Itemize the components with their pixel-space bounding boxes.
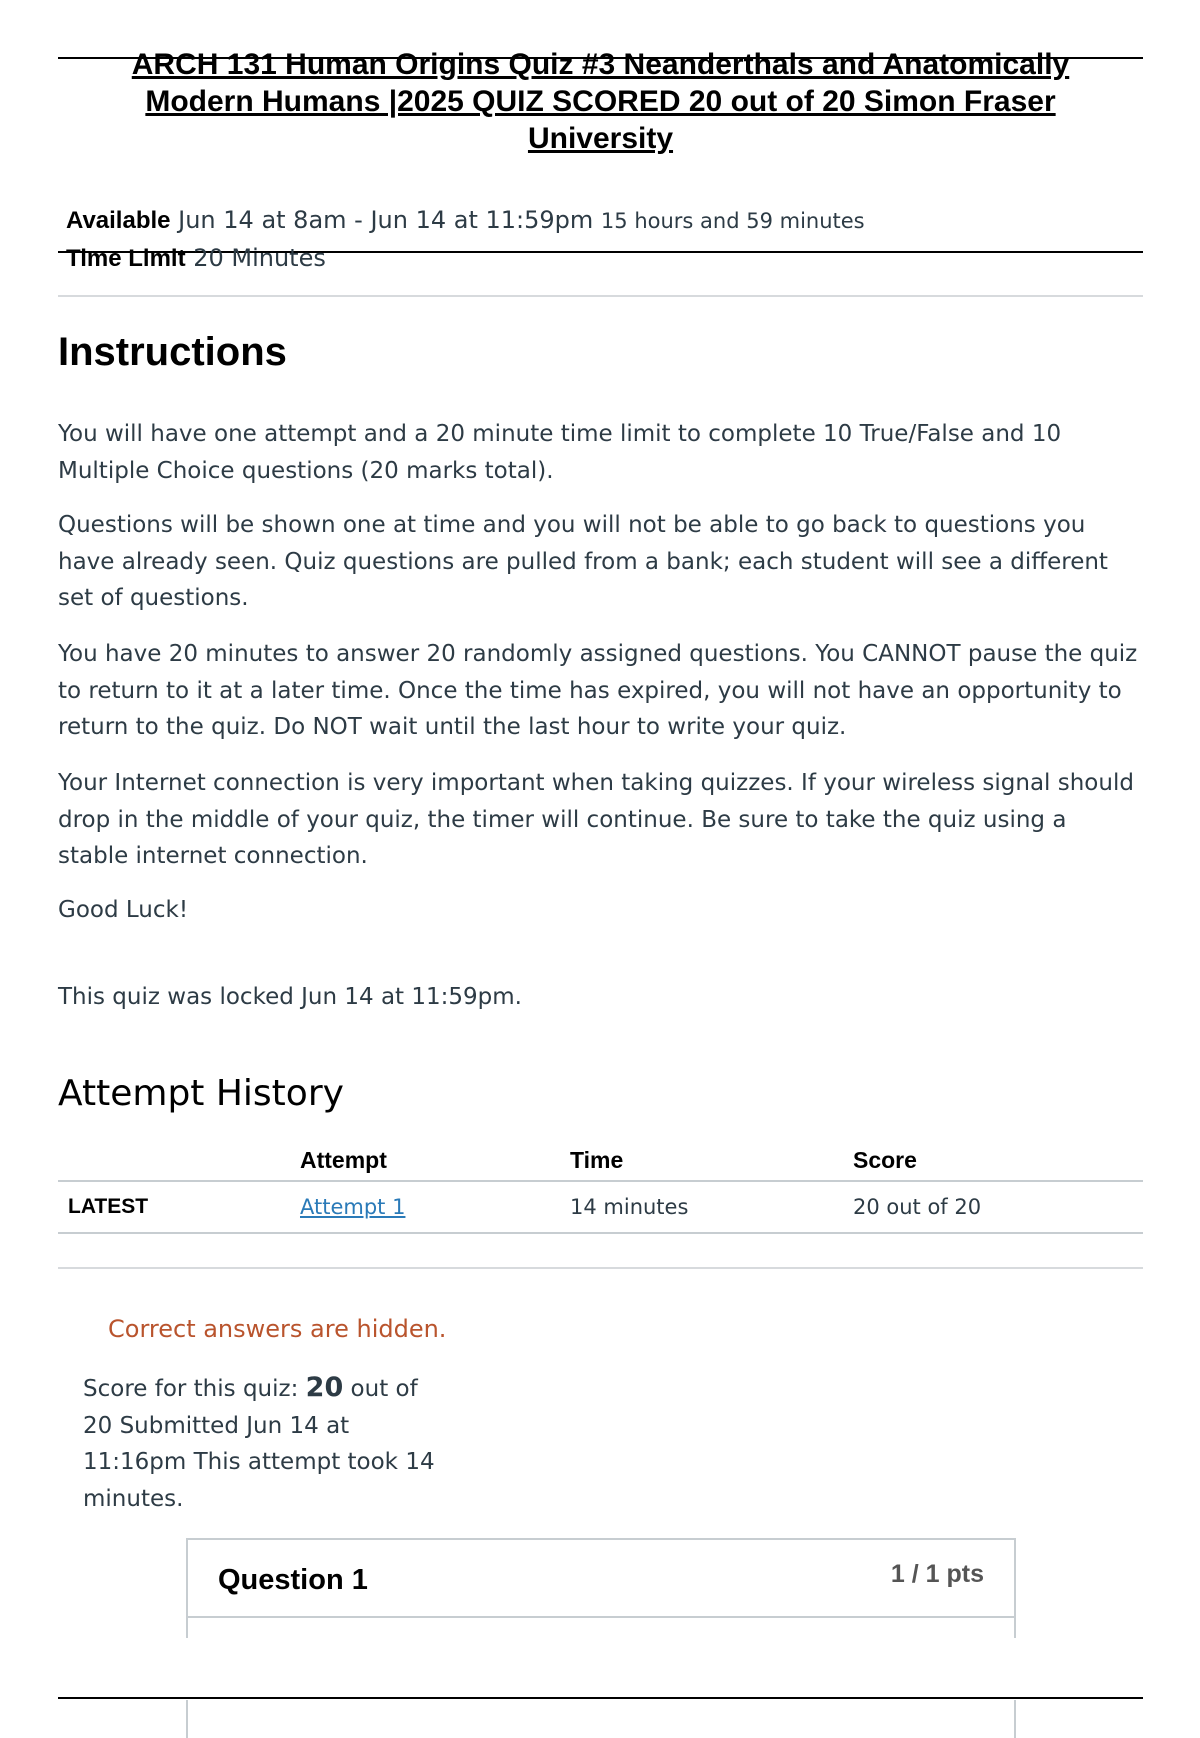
available-duration: 15 hours and 59 minutes [600, 209, 865, 233]
title-line-2: Modern Humans |2025 QUIZ SCORED 20 out of 20 Simon Fraser [145, 85, 1056, 118]
title-line-1: ARCH 131 Human Origins Quiz #3 Neanderthals and Anatomically [131, 48, 1070, 81]
time-cell: 14 minutes [570, 1181, 853, 1233]
column-header-time: Time [570, 1140, 853, 1181]
table-row [58, 1181, 1143, 1233]
attempt-history-table [58, 1140, 1143, 1234]
score-cell: 20 out of 20 [853, 1181, 1143, 1233]
instructions-paragraph-5: Good Luck! [58, 897, 189, 923]
available-label: Available [66, 207, 171, 234]
time-limit-value: 20 Minutes [193, 244, 326, 272]
time-limit-label: Time Limit [66, 245, 186, 272]
attempt-history-heading: Attempt History [58, 1073, 344, 1114]
page-cut [0, 1638, 1200, 1700]
title-line-3: University [527, 122, 674, 155]
column-header-attempt: Attempt [300, 1140, 570, 1181]
available-row [66, 206, 865, 235]
question-header [188, 1540, 1014, 1618]
page-title [58, 46, 1143, 157]
table-header-row [58, 1140, 1143, 1181]
score-details: out of 20 Submitted Jun 14 at 11:16pm This attempt took 14 minutes. [83, 1376, 435, 1512]
column-header-tag [58, 1140, 300, 1181]
question-points: 1 / 1 pts [890, 1560, 984, 1588]
correct-answers-hidden-notice: Correct answers are hidden. [108, 1315, 447, 1343]
locked-notice: This quiz was locked Jun 14 at 11:59pm. [58, 984, 522, 1010]
available-value: Jun 14 at 8am - Jun 14 at 11:59pm [178, 206, 594, 234]
bottom-rule [58, 1697, 1143, 1699]
instructions-heading: Instructions [58, 330, 287, 374]
history-divider [58, 1267, 1143, 1269]
attempt-cell [300, 1181, 570, 1233]
instructions-paragraph-3: You have 20 minutes to answer 20 randomly assigned questions. You CANNOT pause the quiz to return to it at a later time. Once the time has expired, you will not have an opportunity to return to the quiz. Do NOT wait until the last hour to write your quiz. [58, 641, 1138, 740]
score-summary [83, 1370, 443, 1517]
instructions-paragraph-4: Your Internet connection is very important when taking quizzes. If your wireless signal should drop in the middle of your quiz, the timer will continue. Be sure to take the quiz using a stable internet connection. [58, 770, 1134, 869]
question-title: Question 1 [218, 1564, 368, 1596]
details-divider [58, 295, 1143, 297]
instructions-paragraph-2: Questions will be shown one at time and you will not be able to go back to questions you have already seen. Quiz questions are pulled from a bank; each student will see a different set of questions. [58, 512, 1108, 611]
attempt-1-link[interactable]: Attempt 1 [300, 1195, 406, 1219]
latest-tag: LATEST [58, 1181, 300, 1233]
time-limit-row [66, 244, 326, 273]
score-label: Score for this quiz: [83, 1376, 299, 1402]
score-value: 20 [305, 1372, 344, 1403]
column-header-score: Score [853, 1140, 1143, 1181]
instructions-paragraph-1: You will have one attempt and a 20 minute time limit to complete 10 True/False and 10 Multiple Choice questions (20 marks total). [58, 421, 1062, 484]
